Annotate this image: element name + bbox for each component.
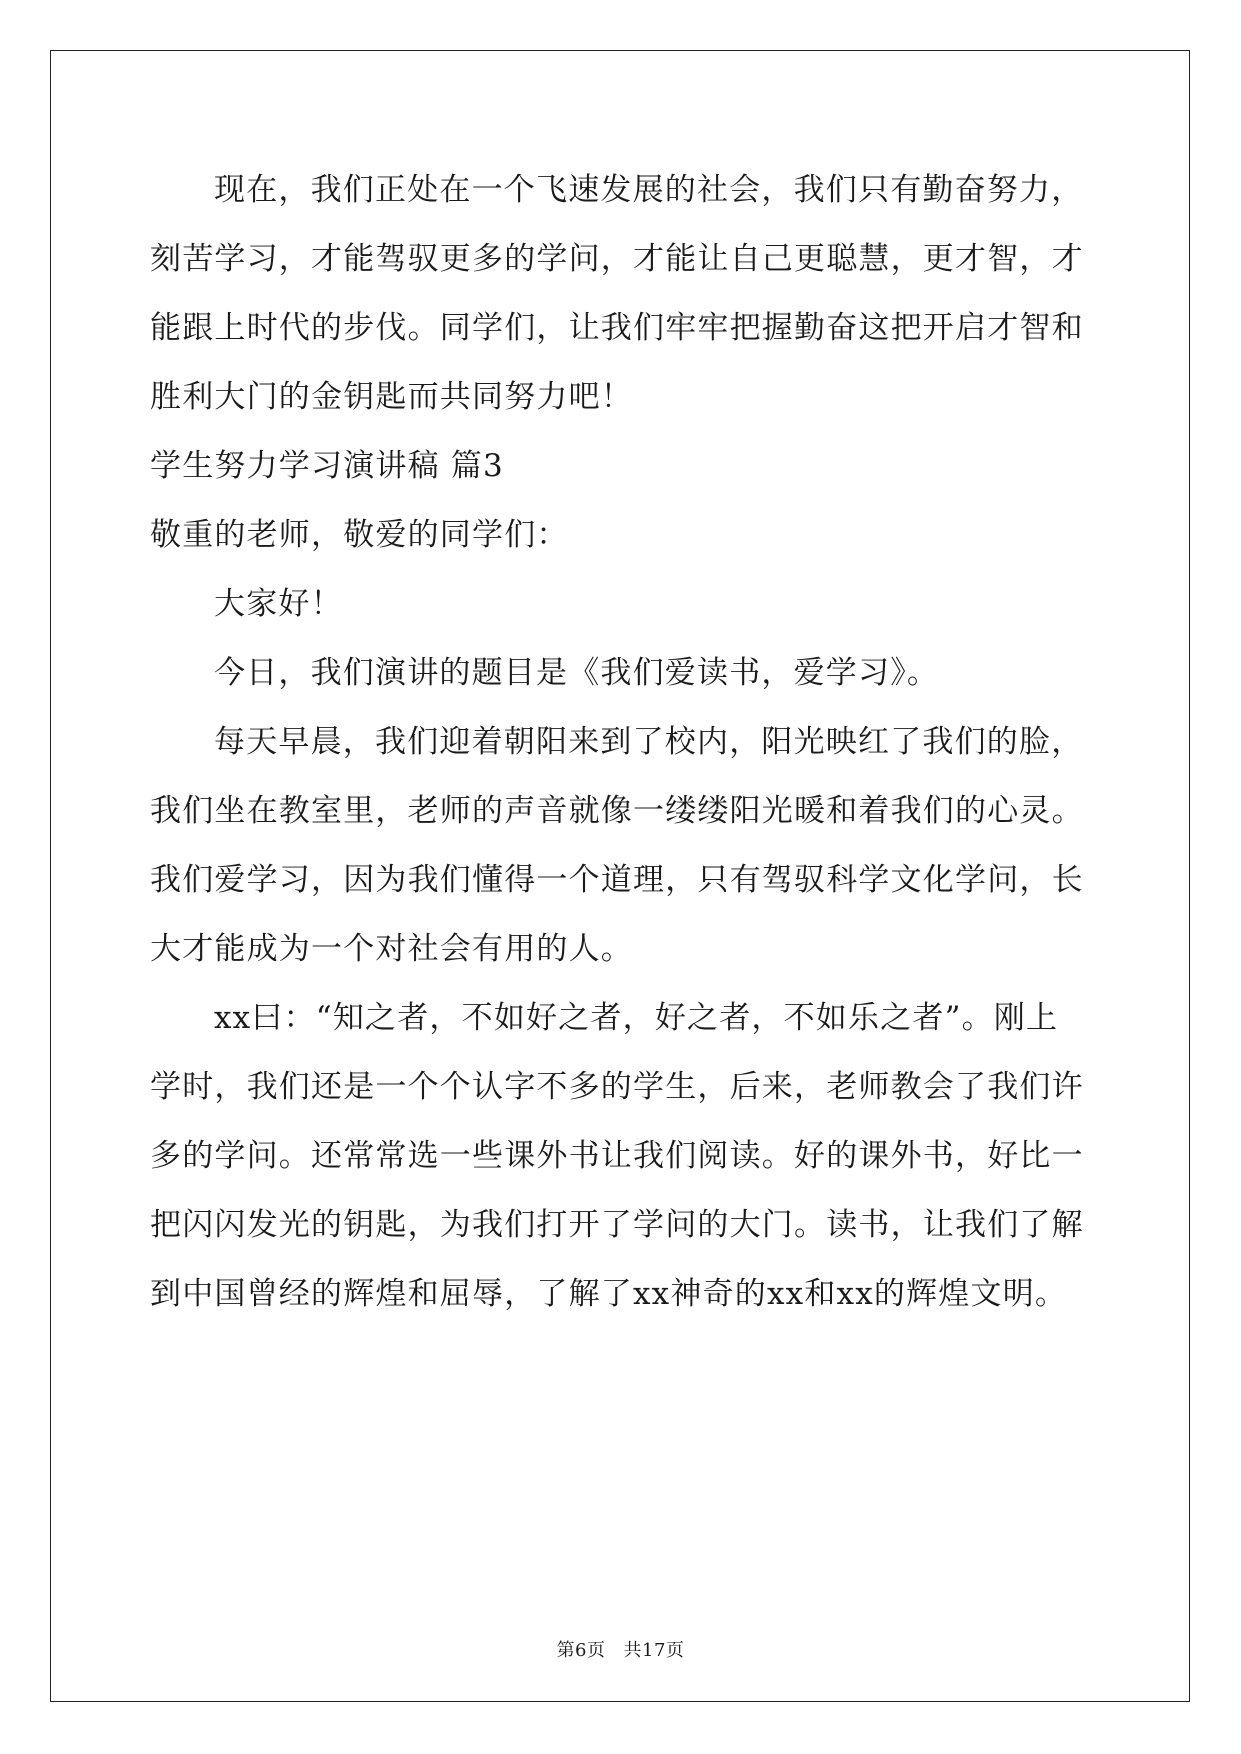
paragraph-topic: 今日，我们演讲的题目是《我们爱读书，爱学习》。 xyxy=(214,655,940,691)
page-footer xyxy=(0,1636,1241,1662)
salutation: 敬重的老师，敬爱的同学们： xyxy=(150,517,569,553)
section-heading: 学生努力学习演讲稿 篇3 xyxy=(150,448,504,484)
page-number: 第6页 xyxy=(556,1640,606,1661)
paragraph-quote: xx曰：“知之者，不如好之者，好之者，不如乐之者”。刚上学时，我们还是一个个认字不多的学生，后来，老师教会了我们许多的学问。还常常选一些课外书让我们阅读。好的课外书，好比一把闪闪发光的钥匙，为我们打开了学问的大门。读书，让我们了解到中国曾经的辉煌和屈辱，了解了xx神奇的xx和xx的辉煌文明。 xyxy=(150,1000,1084,1312)
paragraph-morning: 每天早晨，我们迎着朝阳来到了校内，阳光映红了我们的脸，我们坐在教室里，老师的声音就像一缕缕阳光暖和着我们的心灵。我们爱学习，因为我们懂得一个道理，只有驾驭科学文化学问，长大才能成为一个对社会有用的人。 xyxy=(150,724,1084,967)
paragraph-closing-appeal: 现在，我们正处在一个飞速发展的社会，我们只有勤奋努力，刻苦学习，才能驾驭更多的学问，才能让自己更聪慧，更才智，才能跟上时代的步伐。同学们，让我们牢牢把握勤奋这把开启才智和胜利大门的金钥匙而共同努力吧！ xyxy=(150,172,1084,415)
greeting: 大家好！ xyxy=(214,586,343,622)
document-body xyxy=(150,156,1090,1329)
page-total: 共17页 xyxy=(623,1640,685,1661)
